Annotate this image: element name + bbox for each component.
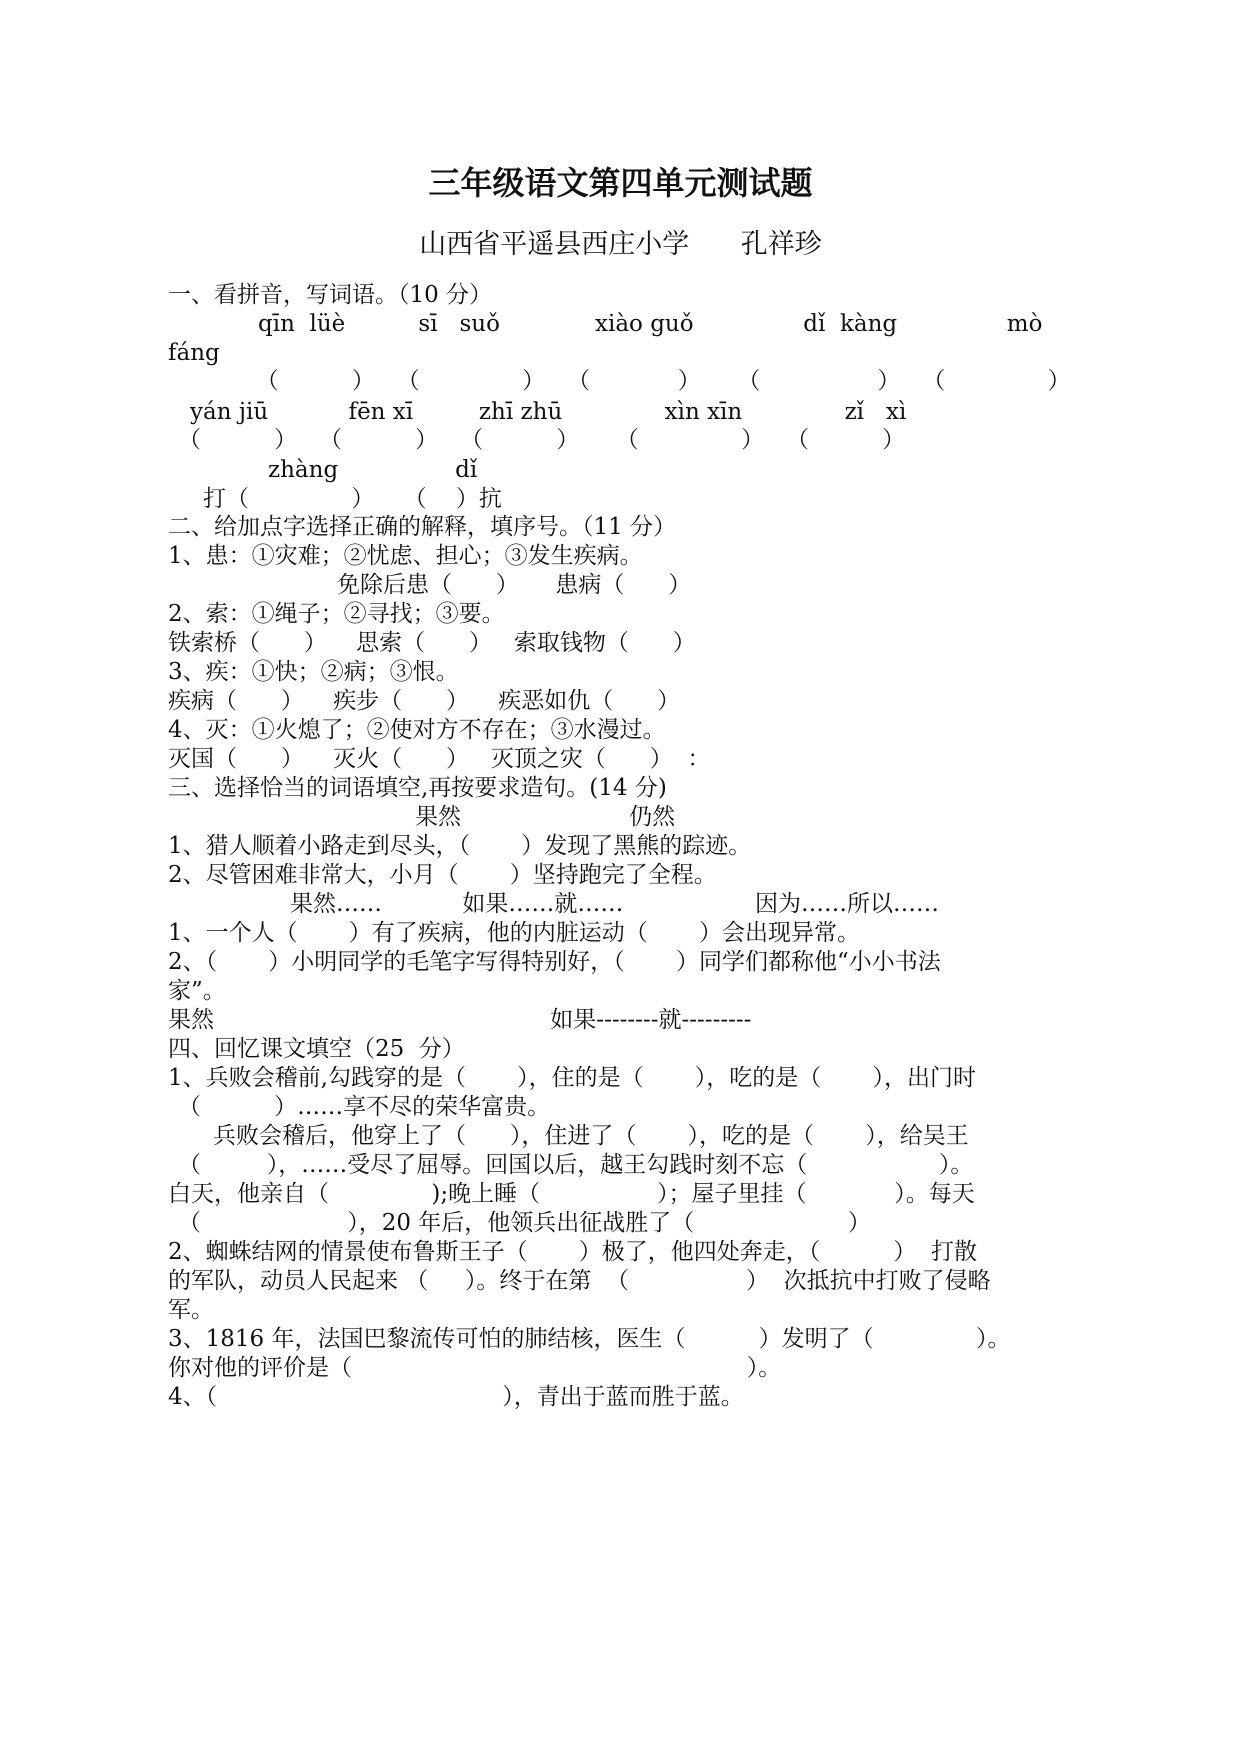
pinyin-row: yán jiū fēn xī zhī zhū xìn xīn zǐ xì [190,399,907,425]
question: 1、患：①灾难；②忧虑、担心；③发生疾病。 [168,543,643,569]
answer-blanks-row: （ ） （ ） （ ） （ ） （ ） [168,368,1071,394]
answer-blanks-row: （ ） （ ） （ ） （ ） （ ） [178,427,906,453]
section2-heading: 二、给加点字选择正确的解释，填序号。（11 分） [168,514,677,540]
paragraph-line: 2、蜘蛛结网的情景使布鲁斯王子（ ）极了，他四处奔走，（ ） 打散 [168,1239,978,1265]
paragraph-line: （ ）……享不尽的荣华富贵。 [178,1094,551,1120]
word-choices: 果然…… 如果……就…… 因为……所以…… [290,891,940,917]
paragraph-line: 的军队，动员人民起来 （ ）。终于在第 （ ） 次抵抗中打败了侵略 [168,1268,991,1294]
question: 2、索：①绳子；②寻找；③要。 [168,601,505,627]
question: 4、灭：①火熄了；②使对方不存在；③水漫过。 [168,717,666,743]
question-items: 免除后患（ ） 患病（ ） [337,572,692,598]
word-choices: 果然 仍然 [415,804,676,830]
answer-blanks-row: 打（ ） （ ）抗 [203,486,502,512]
paragraph-line: （ ），20 年后，他领兵出征战胜了（ ） [178,1210,871,1236]
paragraph-line: 白天，他亲自（ );晚上睡（ ）；屋子里挂（ ）。每天 [168,1181,975,1207]
paragraph-line: 你对他的评价是（ ）。 [168,1355,782,1381]
section3-heading: 三、选择恰当的词语填空,再按要求造句。(14 分) [168,775,667,801]
pinyin-row: qīn lüè sī suǒ xiào guǒ dǐ kàng mò [258,311,1043,337]
page-title: 三年级语文第四单元测试题 [428,164,813,202]
section1-heading: 一、看拼音，写词语。（10 分） [168,282,493,308]
question: 2、（ ）小明同学的毛笔字写得特别好，（ ）同学们都称他“小小书法 [168,949,941,975]
paragraph-line: 军。 [168,1297,214,1323]
sentence-words: 果然 如果--------就--------- [168,1007,752,1033]
paragraph-line: 3、1816 年，法国巴黎流传可怕的肺结核，医生（ ）发明了（ ）。 [168,1326,1011,1352]
paragraph-line: 兵败会稽后，他穿上了（ ），住进了（ ），吃的是（ ），给吴王 [213,1123,969,1149]
question-continued: 家”。 [168,978,226,1004]
question-items: 铁索桥（ ） 思索（ ） 索取钱物（ ） [168,630,696,656]
paragraph-line: 1、兵败会稽前,勾践穿的是（ ），住的是（ ），吃的是（ ），出门时 [168,1065,976,1091]
question: 1、一个人（ ）有了疾病，他的内脏运动（ ）会出现异常。 [168,920,860,946]
page-subtitle: 山西省平遥县西庄小学 孔祥珍 [419,229,822,260]
paragraph-line: 4、（ ），青出于蓝而胜于蓝。 [168,1384,744,1410]
question: 2、尽管困难非常大，小月（ ）坚持跑完了全程。 [168,862,717,888]
section4-heading: 四、回忆课文填空（25 分） [168,1036,465,1062]
question: 3、疾：①快；②病；③恨。 [168,659,459,685]
question-items: 灭国（ ） 灭火（ ） 灭顶之灾（ ） ： [168,746,711,772]
pinyin-row-wrap: fáng [168,340,220,366]
paragraph-line: （ ），……受尽了屈辱。回国以后，越王勾践时刻不忘（ ）。 [178,1152,974,1178]
question-items: 疾病（ ） 疾步（ ） 疾恶如仇（ ） [168,688,681,714]
question: 1、猎人顺着小路走到尽头，（ ）发现了黑熊的踪迹。 [168,833,752,859]
pinyin-row: zhàng dǐ [268,457,478,483]
